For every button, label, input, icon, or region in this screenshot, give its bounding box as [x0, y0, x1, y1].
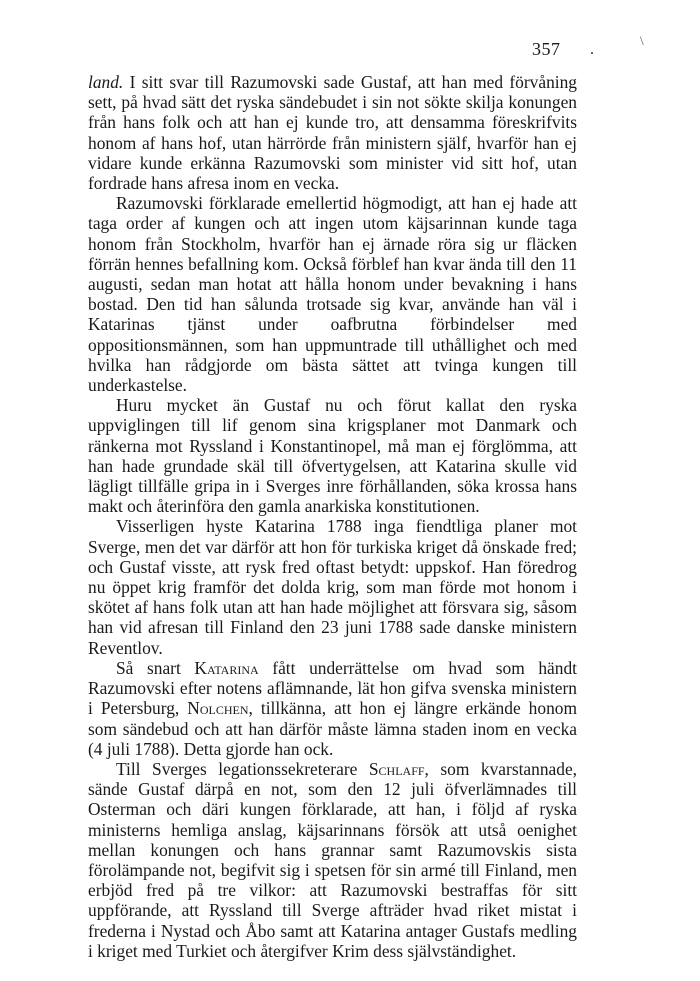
- page-number: 357: [532, 39, 561, 59]
- paragraph-text: , tillkänna, att hon ej längre erkände honom som sändebud och att han därför måste lämna staden inom en vecka (4 juli 1788). Detta gjorde han ock.: [88, 698, 577, 759]
- margin-mark: \: [640, 33, 644, 48]
- paragraph-3: [88, 395, 577, 516]
- paragraph-text: Till Sverges legationssekreterare: [116, 758, 369, 779]
- paragraph-6: [88, 759, 577, 961]
- paragraph-text: Razumovski förklarade emellertid högmodigt, att han ej hade att taga order af kungen och att ingen utom käjsarinnan kunde taga honom från Stockholm, hvarför han ej ärnade röra sig ur fläcken förrän hennes befallning kom. Också förblef han kvar ända till den 11 augusti, sedan man hotat att hålla honom under bevakning i hans bostad. Den tid han sålunda trotsade sig kvar, använde han väl i Katarinas tjänst under oafbrutna förbindelser med oppositionsmännen, som han uppmuntrade till uthållighet och med hvilka han rådgjorde om bästa sättet att tvinga kungen till underkastelse.: [88, 193, 577, 396]
- paragraph-2: [88, 193, 577, 395]
- name-nolchen: Nolchen: [187, 698, 249, 719]
- paragraph-text: fått underrättelse om hvad som händt Razumovski efter notens aflämnande, lät hon gifva svenska ministern i Petersburg,: [88, 657, 577, 719]
- name-schlaff: Schlaff: [368, 758, 425, 779]
- body-text: [88, 72, 577, 961]
- paragraph-4: [88, 516, 577, 657]
- paragraph-text: Visserligen hyste Katarina 1788 inga fiendtliga planer mot Sverge, men det var därför att hon för turkiska kriget då önskade fred; och Gustaf visste, att rysk fred oftast betydt: uppskof. Han föredrog nu öppet krig framför det dolda krig, som man förde mot honom i skötet af hans folk utan att han hade möjlighet att försvara sig, såsom han vid afresan till Finland den 23 juni 1788 sade danske ministern Reventlov.: [88, 516, 577, 658]
- paragraph-text: Huru mycket än Gustaf nu och förut kallat den ryska uppviglingen till lif genom sina krigsplaner mot Danmark och ränkerna mot Ryssland i Konstantinopel, må man ej förglömma, att han hade grundade skäl till öfvertygelsen, att Katarina skulle vid lägligt tillfälle gripa in i Sverges inre förhållanden, söka krossa hans makt och återinföra den gamla anarkiska konstitutionen.: [88, 395, 577, 517]
- paragraph-text: Så snart: [116, 657, 195, 678]
- name-katarina: Katarina: [194, 657, 259, 678]
- paragraph-1: [88, 72, 577, 193]
- paragraph-5: [88, 658, 577, 759]
- paragraph-text: , som kvarstannade, sände Gustaf därpå en not, som den 12 juli öfverlämnades till Osterman och däri kungen förklarade, att han, i följd af ryska ministerns hemliga anslag, käjsarinnans försök att utså oenighet mellan konungen och hans grannar samt Razumovskis sista förolämpande not, begifvit sig i spetsen för sin armé till Finland, men erbjöd fred på tre vilkor: att Razumovski bestraffas för sitt uppförande, att Ryssland till Sverge afträder hvad riket mistat i fredernа i Nystad och Åbo samt att Katarina antager Gustafs medling i kriget med Turkiet och återgifver Krim dess självständighet.: [88, 758, 578, 961]
- continued-word: land.: [88, 72, 124, 92]
- paragraph-text: I sitt svar till Razumovski sade Gustaf, att han med förvåning sett, på hvad sätt det ryska sändebudet i sin not sökte skilja konungen från hans folk och att han ej kunde tro, att densamma föreskrifvits honom af hans hof, utan härrörde från ministern själf, hvarför han ej vidare kunde erkänna Razumovski som minister vid sitt hof, utan fordrade hans afresa inom en vecka.: [88, 72, 577, 194]
- page-number-dot: .: [590, 41, 594, 58]
